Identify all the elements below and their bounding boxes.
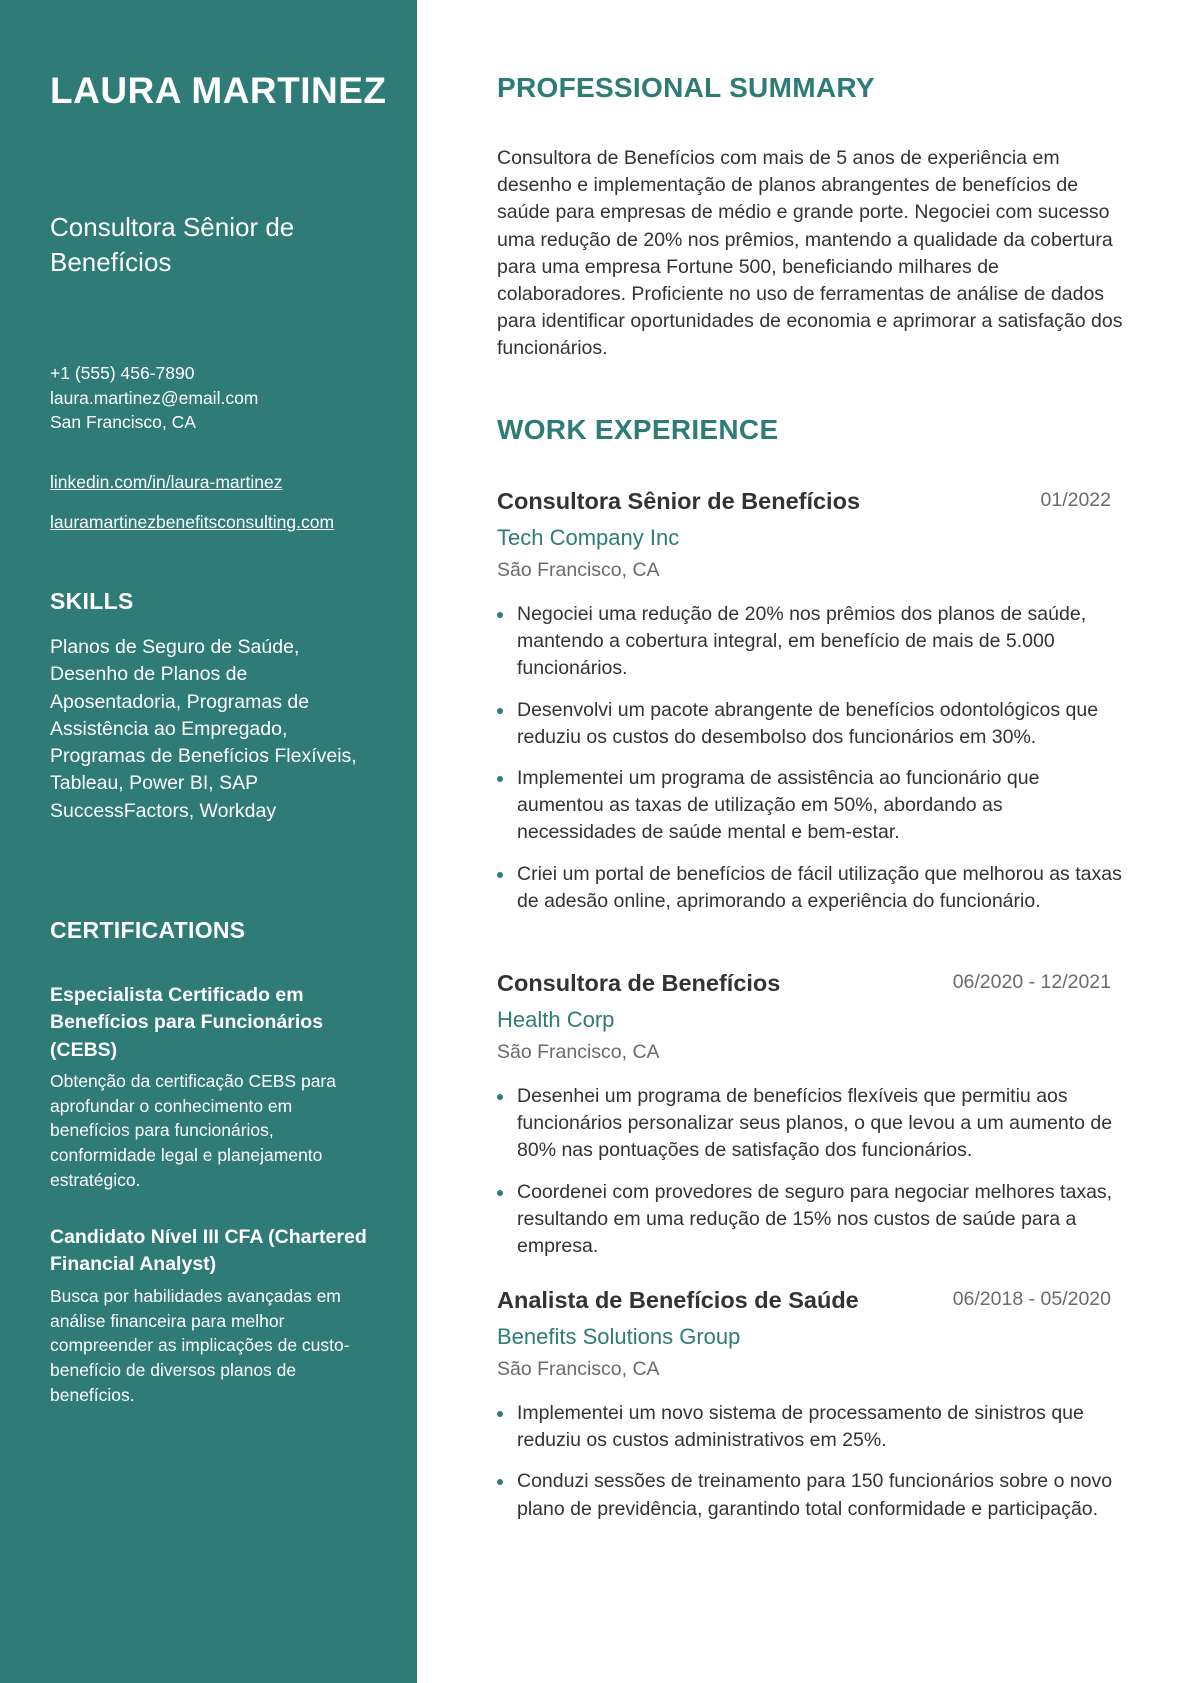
email: laura.martinez@email.com [50, 387, 259, 408]
list-item [497, 1179, 1122, 1261]
bullet-text: Implementei um novo sistema de processamento de sinistros que reduziu os custos administrativos em 25%. [517, 1402, 1084, 1452]
certifications-heading: CERTIFICATIONS [50, 917, 246, 943]
company-name: Tech Company Inc [497, 525, 680, 550]
skills-text: Planos de Seguro de Saúde, Desenho de Planos de Aposentadoria, Programas de Assistência ao Empregado, Programas de Benefícios Flexíveis, Tableau, Power BI, SAP SuccessFactors, Workday [50, 636, 357, 822]
job-date: 06/2018 - 05/2020 [952, 1288, 1111, 1310]
list-item [497, 1400, 1122, 1454]
job-title: Consultora de Benefícios [497, 970, 781, 996]
linkedin-link[interactable]: linkedin.com/in/laura-martinez [50, 472, 283, 492]
list-item [497, 601, 1122, 683]
candidate-role: Consultora Sênior de Benefícios [50, 212, 295, 277]
bullet-icon [497, 776, 503, 782]
candidate-name: LAURA MARTINEZ [50, 70, 387, 111]
bullet-icon [497, 1094, 503, 1100]
job-bullets [497, 1083, 1122, 1274]
certification-title: Candidato Nível III CFA (Chartered Financial Analyst) [50, 1226, 367, 1276]
company-name: Health Corp [497, 1007, 615, 1032]
bullet-icon [497, 872, 503, 878]
bullet-icon [497, 612, 503, 618]
bullet-icon [497, 1479, 503, 1485]
phone: +1 (555) 456-7890 [50, 363, 195, 383]
website-link[interactable]: lauramartinezbenefitsconsulting.com [50, 512, 335, 532]
job-date: 01/2022 [1040, 489, 1111, 511]
bullet-text: Implementei um programa de assistência ao funcionário que aumentou as taxas de utilização em 50%, abordando as necessidades de saúde mental e bem-estar. [517, 767, 1040, 844]
location: San Francisco, CA [50, 412, 196, 432]
bullet-icon [497, 708, 503, 714]
sidebar [0, 0, 417, 1683]
job-bullets [497, 1400, 1122, 1537]
job-location: São Francisco, CA [497, 1041, 660, 1063]
bullet-text: Desenhei um programa de benefícios flexíveis que permitiu aos funcionários personalizar seus planos, o que levou a um aumento de 80% nas pontuações de satisfação dos funcionários. [517, 1085, 1113, 1162]
bullet-text: Coordenei com provedores de seguro para negociar melhores taxas, resultando em uma redução de 15% nos custos de saúde para a empresa. [517, 1180, 1113, 1258]
bullet-icon [497, 1190, 503, 1196]
job-date: 06/2020 - 12/2021 [952, 971, 1111, 993]
company-name: Benefits Solutions Group [497, 1324, 741, 1349]
bullet-text: Desenvolvi um pacote abrangente de benefícios odontológicos que reduziu os custos do desembolso dos funcionários em 30%. [517, 698, 1099, 748]
job-location: São Francisco, CA [497, 559, 660, 581]
list-item [497, 1083, 1122, 1165]
certification-description: Obtenção da certificação CEBS para aprofundar o conhecimento em benefícios para funcionários, conformidade legal e planejamento estratégico. [50, 1071, 336, 1190]
job-bullets [497, 601, 1122, 929]
list-item [497, 861, 1122, 915]
job-title: Analista de Benefícios de Saúde [497, 1287, 859, 1313]
job-location: São Francisco, CA [497, 1358, 660, 1380]
contact-block [50, 361, 258, 435]
bullet-text: Conduzi sessões de treinamento para 150 funcionários sobre o novo plano de previdência, garantindo total conformidade e participação. [517, 1470, 1113, 1520]
list-item [497, 1468, 1122, 1522]
job-title: Consultora Sênior de Benefícios [497, 488, 861, 514]
summary-heading: PROFESSIONAL SUMMARY [497, 72, 875, 103]
certification-title: Especialista Certificado em Benefícios para Funcionários (CEBS) [50, 984, 324, 1061]
list-item [497, 697, 1122, 751]
bullet-icon [497, 1411, 503, 1417]
bullet-text: Criei um portal de benefícios de fácil utilização que melhorou as taxas de adesão online, aprimorando a experiência do funcionário. [517, 862, 1122, 912]
skills-heading: SKILLS [50, 588, 134, 614]
summary-text: Consultora de Benefícios com mais de 5 anos de experiência em desenho e implementação de planos abrangentes de benefícios de saúde para empresas de médio e grande porte. Negociei com sucesso uma redução de 20% nos prêmios, mantendo a qualidade da cobertura para uma empresa Fortune 500, beneficiando milhares de colaboradores. Proficiente no uso de ferramentas de análise de dados para identificar oportunidades de economia e aprimorar a satisfação dos funcionários. [497, 147, 1123, 360]
certification-description: Busca por habilidades avançadas em análise financeira para melhor compreender as implicações de custo-benefício de diversos planos de benefícios. [50, 1286, 350, 1405]
bullet-text: Negociei uma redução de 20% nos prêmios dos planos de saúde, mantendo a cobertura integral, em benefício de mais de 5.000 funcionários. [517, 603, 1087, 680]
experience-heading: WORK EXPERIENCE [497, 414, 779, 445]
list-item [497, 765, 1122, 847]
